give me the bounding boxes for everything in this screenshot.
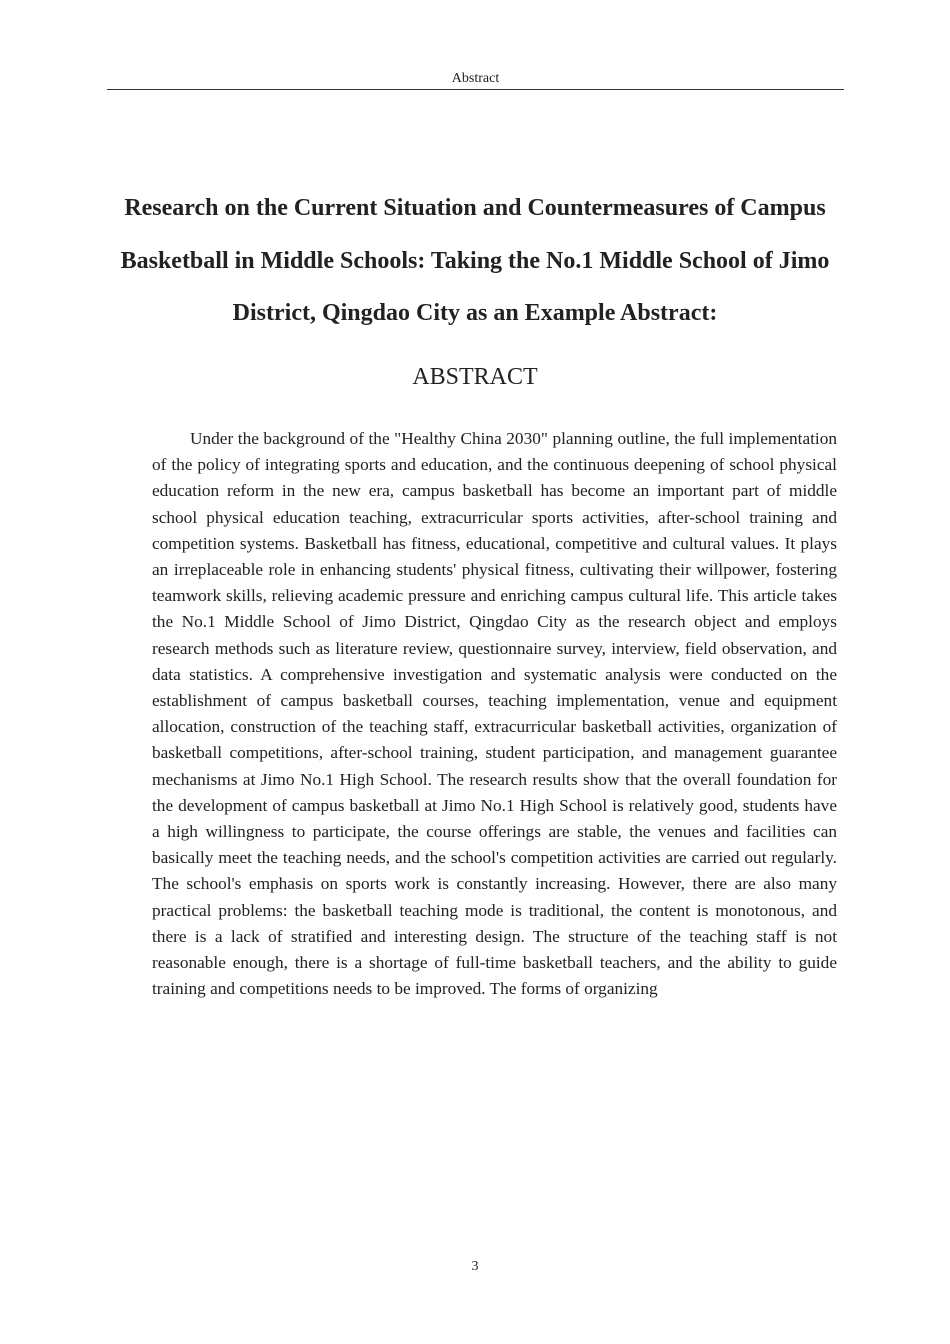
section-heading: ABSTRACT	[412, 364, 538, 390]
running-header: Abstract	[107, 70, 844, 90]
page-number: 3	[471, 1259, 479, 1274]
abstract-paragraph: Under the background of the "Healthy China 2030" planning outline, the full implementation of the policy of integrating sports and education, and the continuous deepening of school physical education reform in the new era, campus basketball has become an important part of middle school physical education teaching, extracurricular sports activities, after-school training and competition systems. Basketball has fitness, educational, competitive and cultural values. It plays an irreplaceable role in enhancing students' physical fitness, cultivating their willpower, fostering teamwork skills, relieving academic pressure and enriching campus cultural life. This article takes the No.1 Middle School of Jimo District, Qingdao City as the research object and employs research methods such as literature review, questionnaire survey, interview, field observation, and data statistics. A comprehensive investigation and systematic analysis were conducted on the establishment of campus basketball courses, teaching implementation, venue and equipment allocation, construction of the teaching staff, extracurricular basketball activities, organization of basketball competitions, after-school training, student participation, and management guarantee mechanisms at Jimo No.1 High School. The research results show that the overall foundation for the development of campus basketball at Jimo No.1 High School is relatively good, students have a high willingness to participate, the course offerings are stable, the venues and facilities can basically meet the teaching needs, and the school's competition activities are carried out regularly. The school's emphasis on sports work is constantly increasing. However, there are also many practical problems: the basketball teaching mode is traditional, the content is monotonous, and there is a lack of stratified and interesting design. The structure of the teaching staff is not reasonable enough, there is a shortage of full-time basketball teachers, and the ability to guide training and competitions needs to be improved. The forms of organizing	[152, 429, 837, 999]
document-title: Research on the Current Situation and Countermeasures of Campus Basketball in Middle Schools: Taking the No.1 Middle School of Jimo District, Qingdao City as an Example Abstract:	[120, 195, 830, 326]
